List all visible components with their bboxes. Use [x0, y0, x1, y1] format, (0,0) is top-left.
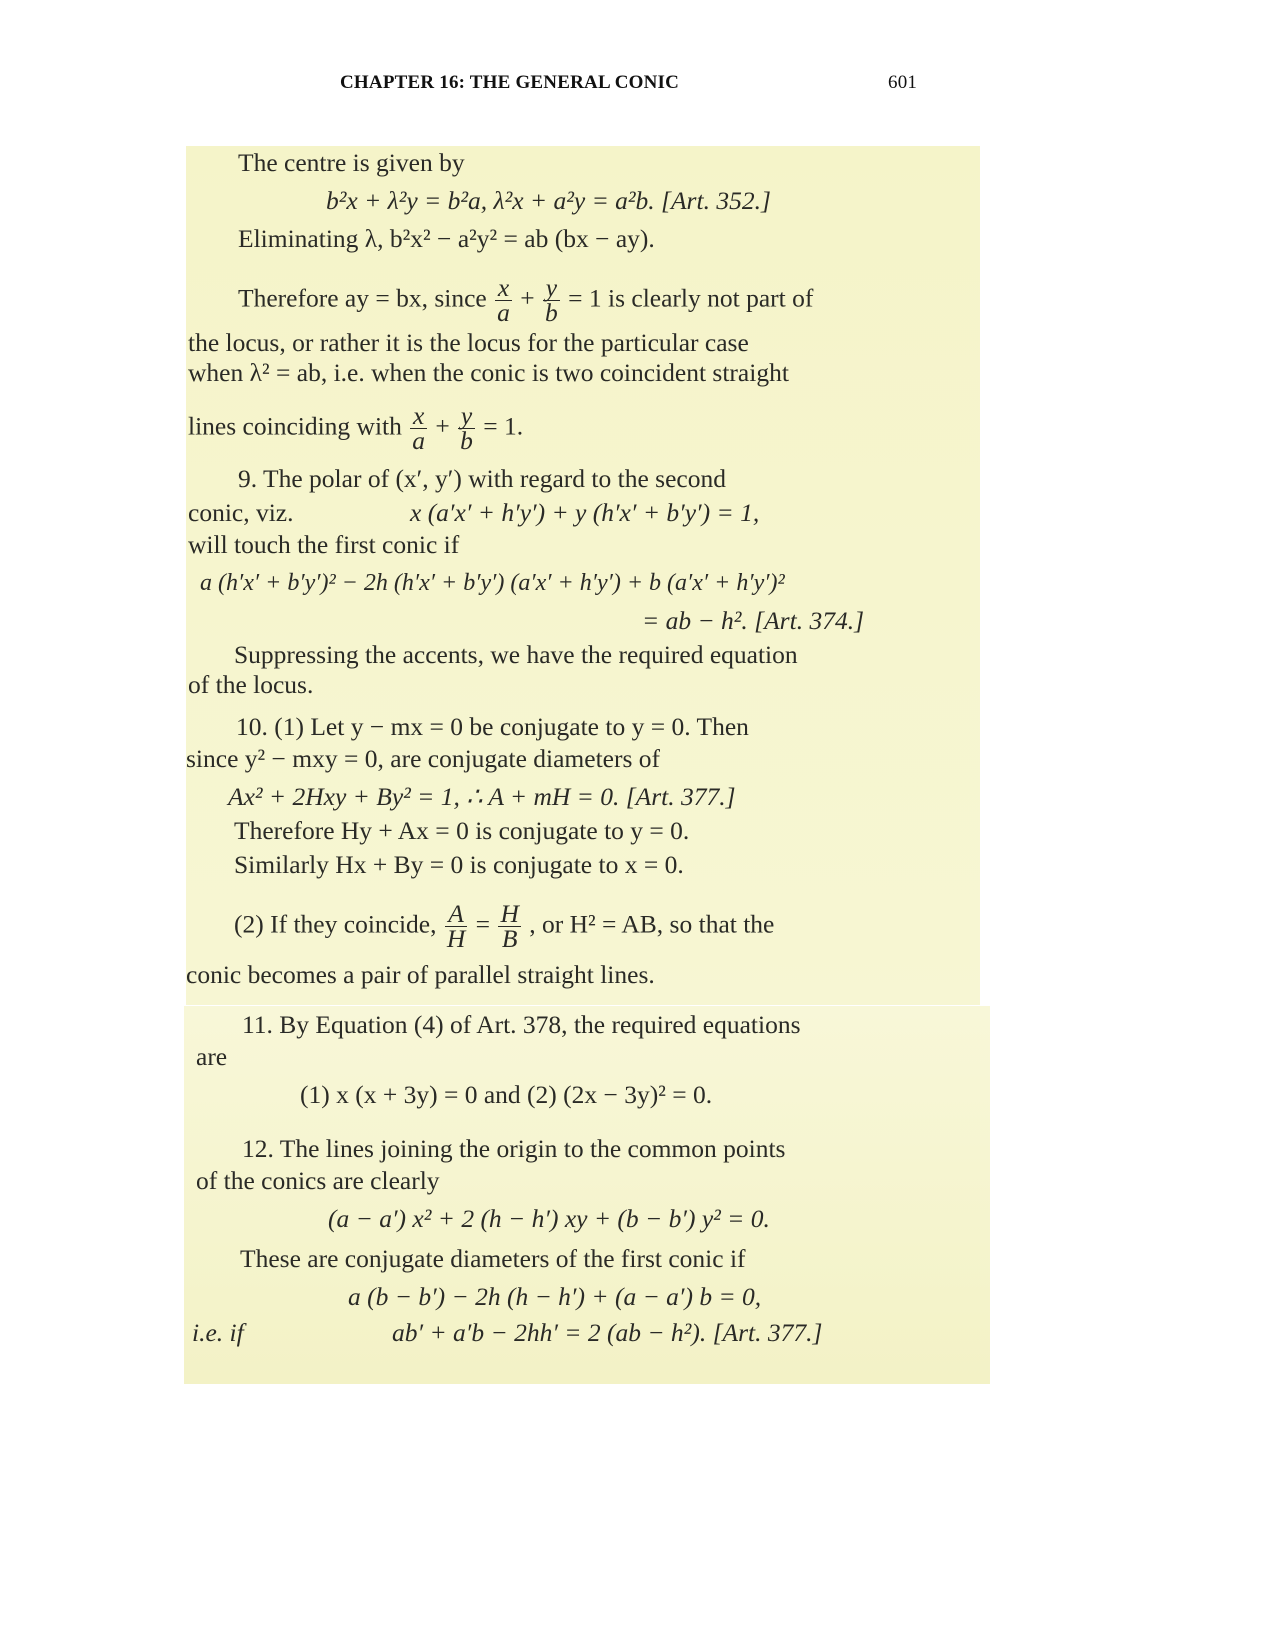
- text-line: are: [196, 1042, 228, 1071]
- text-line: of the conics are clearly: [196, 1166, 440, 1195]
- equation-line: b²x + λ²y = b²a, λ²x + a²y = a²b. [Art. 352.]: [326, 186, 771, 215]
- equation-line: (a − a′) x² + 2 (h − h′) xy + (b − b′) y² = 0.: [328, 1204, 770, 1233]
- text-segment: lines coinciding with: [188, 411, 402, 441]
- text-line: when λ² = ab, i.e. when the conic is two coincident straight: [188, 358, 789, 387]
- fraction-denominator: b: [460, 426, 473, 455]
- text-segment: = 1.: [483, 411, 524, 441]
- fraction: [458, 401, 475, 455]
- text-line: Suppressing the accents, we have the required equation: [234, 640, 798, 669]
- equation-line: a (h′x′ + b′y′)² − 2h (h′x′ + b′y′) (a′x′ + h′y′) + b (a′x′ + h′y′)²: [200, 570, 785, 596]
- page-header-title: CHAPTER 16: THE GENERAL CONIC: [340, 72, 680, 93]
- equation-line: Ax² + 2Hxy + By² = 1, ∴ A + mH = 0. [Art. 377.]: [228, 782, 736, 811]
- plus-sign: +: [520, 283, 535, 313]
- fraction-numerator: x: [410, 404, 427, 429]
- equation-line: a (b − b′) − 2h (h − h′) + (a − a′) b = 0,: [348, 1282, 762, 1311]
- equation-line: x (a′x′ + h′y′) + y (h′x′ + b′y′) = 1,: [410, 498, 760, 527]
- problem-12-line: 12. The lines joining the origin to the common points: [242, 1134, 786, 1163]
- text-line: will touch the first conic if: [188, 530, 460, 559]
- equation-line: Eliminating λ, b²x² − a²y² = ab (bx − ay).: [238, 224, 655, 253]
- text-line: The centre is given by: [238, 148, 465, 177]
- fraction-numerator: y: [543, 276, 560, 301]
- text-line: of the locus.: [188, 670, 314, 699]
- text-line: These are conjugate diameters of the first conic if: [240, 1244, 746, 1273]
- equation-line: ab′ + a′b − 2hh′ = 2 (ab − h²). [Art. 377.]: [392, 1318, 823, 1347]
- fraction: [498, 899, 520, 953]
- text-segment: Therefore ay = bx, since: [238, 283, 487, 313]
- fraction: [495, 273, 512, 327]
- text-segment: (2) If they coincide,: [234, 909, 437, 939]
- text-line: [188, 401, 524, 455]
- fraction-denominator: a: [497, 298, 510, 327]
- fraction: [543, 273, 560, 327]
- fraction-denominator: a: [412, 426, 426, 455]
- problem-11-line: 11. By Equation (4) of Art. 378, the required equations: [242, 1010, 801, 1039]
- text-line: [238, 273, 814, 327]
- text-line: conic, viz.: [188, 498, 294, 527]
- fraction: [410, 401, 427, 455]
- text-line: Similarly Hx + By = 0 is conjugate to x = 0.: [234, 850, 684, 879]
- text-line: conic becomes a pair of parallel straight lines.: [186, 960, 655, 989]
- text-segment: = 1 is clearly not part of: [568, 283, 814, 313]
- text-line: i.e. if: [192, 1318, 244, 1347]
- text-segment: , or H² = AB, so that the: [529, 909, 775, 939]
- fraction-denominator: B: [501, 924, 518, 953]
- fraction-numerator: A: [445, 902, 467, 927]
- equation-line: = ab − h². [Art. 374.]: [642, 606, 864, 635]
- problem-10-line: 10. (1) Let y − mx = 0 be conjugate to y = 0. Then: [236, 712, 749, 741]
- equals-sign: =: [475, 909, 491, 939]
- fraction: [445, 899, 467, 953]
- text-line: the locus, or rather it is the locus for the particular case: [188, 328, 749, 357]
- page-number: 601: [888, 72, 918, 93]
- plus-sign: +: [435, 411, 450, 441]
- text-line: [234, 899, 775, 953]
- equation-line: (1) x (x + 3y) = 0 and (2) (2x − 3y)² = 0.: [300, 1080, 713, 1109]
- text-line: since y² − mxy = 0, are conjugate diameters of: [186, 744, 661, 773]
- fraction-numerator: y: [458, 404, 475, 429]
- fraction-numerator: H: [500, 899, 519, 928]
- fraction-denominator: b: [545, 298, 558, 327]
- problem-9-line: 9. The polar of (x′, y′) with regard to the second: [238, 464, 726, 493]
- fraction-denominator: H: [446, 924, 466, 953]
- fraction-numerator: x: [495, 276, 512, 301]
- text-line: Therefore Hy + Ax = 0 is conjugate to y = 0.: [234, 816, 690, 845]
